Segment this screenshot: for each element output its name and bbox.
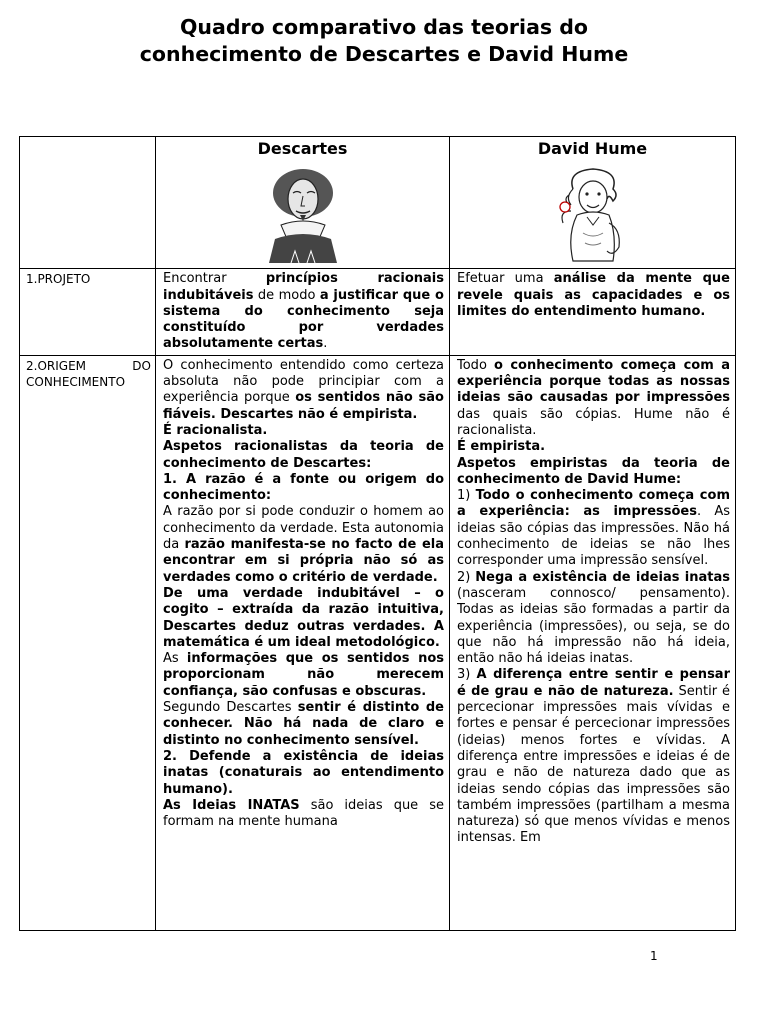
text-run: Todo xyxy=(457,357,494,373)
text-run: princípios racionais indubitáveis xyxy=(163,271,444,303)
row-label-origem-text: 2.ORIGEM DO CONHECIMENTO xyxy=(26,358,151,389)
header-hume xyxy=(450,137,736,269)
text-run: De uma verdade indubitável – o cogito – extraída da razão intuitiva, Descartes deduz outras verdades. A matemática é um ideal metodológico. xyxy=(163,585,444,650)
text-run: análise da mente que revele quais as capacidades e os limites do entendimento humano. xyxy=(457,271,730,319)
text-run: Efetuar uma xyxy=(457,271,554,287)
column-title-descartes: Descartes xyxy=(257,139,348,158)
cell-projeto-hume xyxy=(450,269,736,355)
paragraph xyxy=(457,358,730,439)
text-run: O conhecimento entendido como certeza absoluta não pode principiar com a experiência porque xyxy=(163,357,444,406)
paragraph xyxy=(457,456,730,489)
origem-hume-text xyxy=(457,358,730,928)
header-descartes xyxy=(156,137,450,269)
row-projeto xyxy=(20,269,736,355)
text-run: o conhecimento começa com a experiência porque todas as nossas ideias são causadas por impressões xyxy=(457,357,730,406)
text-run: . xyxy=(323,336,328,352)
text-run: são ideias que se formam na mente humana xyxy=(163,797,444,830)
text-run: das quais são cópias. Hume não é racionalista. xyxy=(457,406,730,438)
text-run: . As ideias são cópias das impressões. Não há conhecimento de ideias se não lhes corresponder uma impressão sensível. xyxy=(457,504,730,569)
text-run: Segundo Descartes xyxy=(163,700,298,716)
text-run: Aspetos racionalistas da teoria de conhecimento de Descartes: xyxy=(163,439,444,471)
header-empty-cell xyxy=(20,137,156,269)
projeto-hume-text xyxy=(457,271,730,320)
text-run: É racionalista. xyxy=(163,422,268,438)
text-run: A razão por si pode conduzir o homem ao conhecimento da verdade. Esta autonomia da xyxy=(163,504,444,553)
row-label-projeto: 1.PROJETO xyxy=(20,269,156,355)
text-run: 1. A razão é a fonte ou origem do conhecimento: xyxy=(163,471,444,504)
document-title: Quadro comparativo das teorias do conhecimento de Descartes e David Hume xyxy=(139,15,629,66)
paragraph xyxy=(163,423,444,439)
paragraph xyxy=(457,488,730,569)
text-run: informações que os sentidos nos proporcionam não merecem confiança, são confusas e obscuras. xyxy=(163,651,444,699)
paragraph xyxy=(163,700,444,749)
paragraph xyxy=(163,798,444,831)
paragraph xyxy=(163,504,444,585)
text-run: 2. Defende a existência de ideias inatas (conaturais ao entendimento humano). xyxy=(163,748,444,797)
paragraph xyxy=(163,586,444,651)
row-origem xyxy=(20,355,736,930)
text-run: Encontrar xyxy=(163,271,266,287)
comparison-table xyxy=(19,136,736,931)
paragraph xyxy=(163,749,444,798)
text-run: Todo o conhecimento começa com a experiência: as impressões xyxy=(457,488,730,520)
text-run: As Ideias INATAS xyxy=(163,797,300,813)
text-run: Nega a existência de ideias inatas xyxy=(475,569,730,585)
cell-origem-descartes xyxy=(156,355,450,930)
paragraph xyxy=(457,439,730,455)
text-run: (nasceram connosco/ pensamento). Todas as ideias são formadas a partir da experiência (impressões), ou seja, se do que não há impressão não há ideia, então não há ideias inatas. xyxy=(457,585,730,667)
text-run: 2) xyxy=(457,569,476,585)
column-title-hume: David Hume xyxy=(537,139,648,158)
text-run: a justificar que o sistema do conhecimento seja constituído por verdades absolutamente certas xyxy=(163,287,444,352)
row-label-origem xyxy=(20,355,156,930)
hume-portrait xyxy=(543,163,643,263)
text-run: os sentidos não são fiáveis. Descartes não é empirista. xyxy=(163,390,444,422)
text-run: Sentir é percecionar impressões mais vívidas e fortes e pensar é percecionar impressões (ideias) menos fortes e vívidas. A diferença entre impressões e ideias é de grau e não de natureza dado que as ideias sendo cópias das impressões são também impressões (partilham a mesma natureza) só que menos vívidas e menos intensas. Em xyxy=(457,683,730,846)
text-run: 1) xyxy=(457,488,476,504)
text-run: Aspetos empiristas da teoria de conhecimento de David Hume: xyxy=(457,455,730,487)
paragraph xyxy=(457,667,730,846)
text-run: As xyxy=(163,651,187,667)
text-run: de modo xyxy=(253,287,320,303)
origem-descartes-text xyxy=(163,358,444,928)
text-run: razão manifesta-se no facto de ela encontrar em si própria não só as verdades como o critério de verdade. xyxy=(163,537,444,585)
paragraph xyxy=(163,439,444,472)
paragraph xyxy=(163,651,444,700)
paragraph xyxy=(163,472,444,505)
text-run: A diferença entre sentir e pensar é de grau e não de natureza. xyxy=(457,667,730,699)
text-run: 3) xyxy=(457,667,477,683)
paragraph xyxy=(457,570,730,668)
text-run: É empirista. xyxy=(457,439,546,455)
projeto-descartes-text xyxy=(163,271,444,352)
cell-projeto-descartes xyxy=(156,269,450,355)
text-run: sentir é distinto de conhecer. Não há nada de claro e distinto no conhecimento sensível. xyxy=(163,700,444,748)
cell-origem-hume xyxy=(450,355,736,930)
header-row xyxy=(20,137,736,269)
page-number: 1 xyxy=(650,949,658,963)
paragraph xyxy=(163,358,444,423)
descartes-portrait xyxy=(253,163,353,263)
